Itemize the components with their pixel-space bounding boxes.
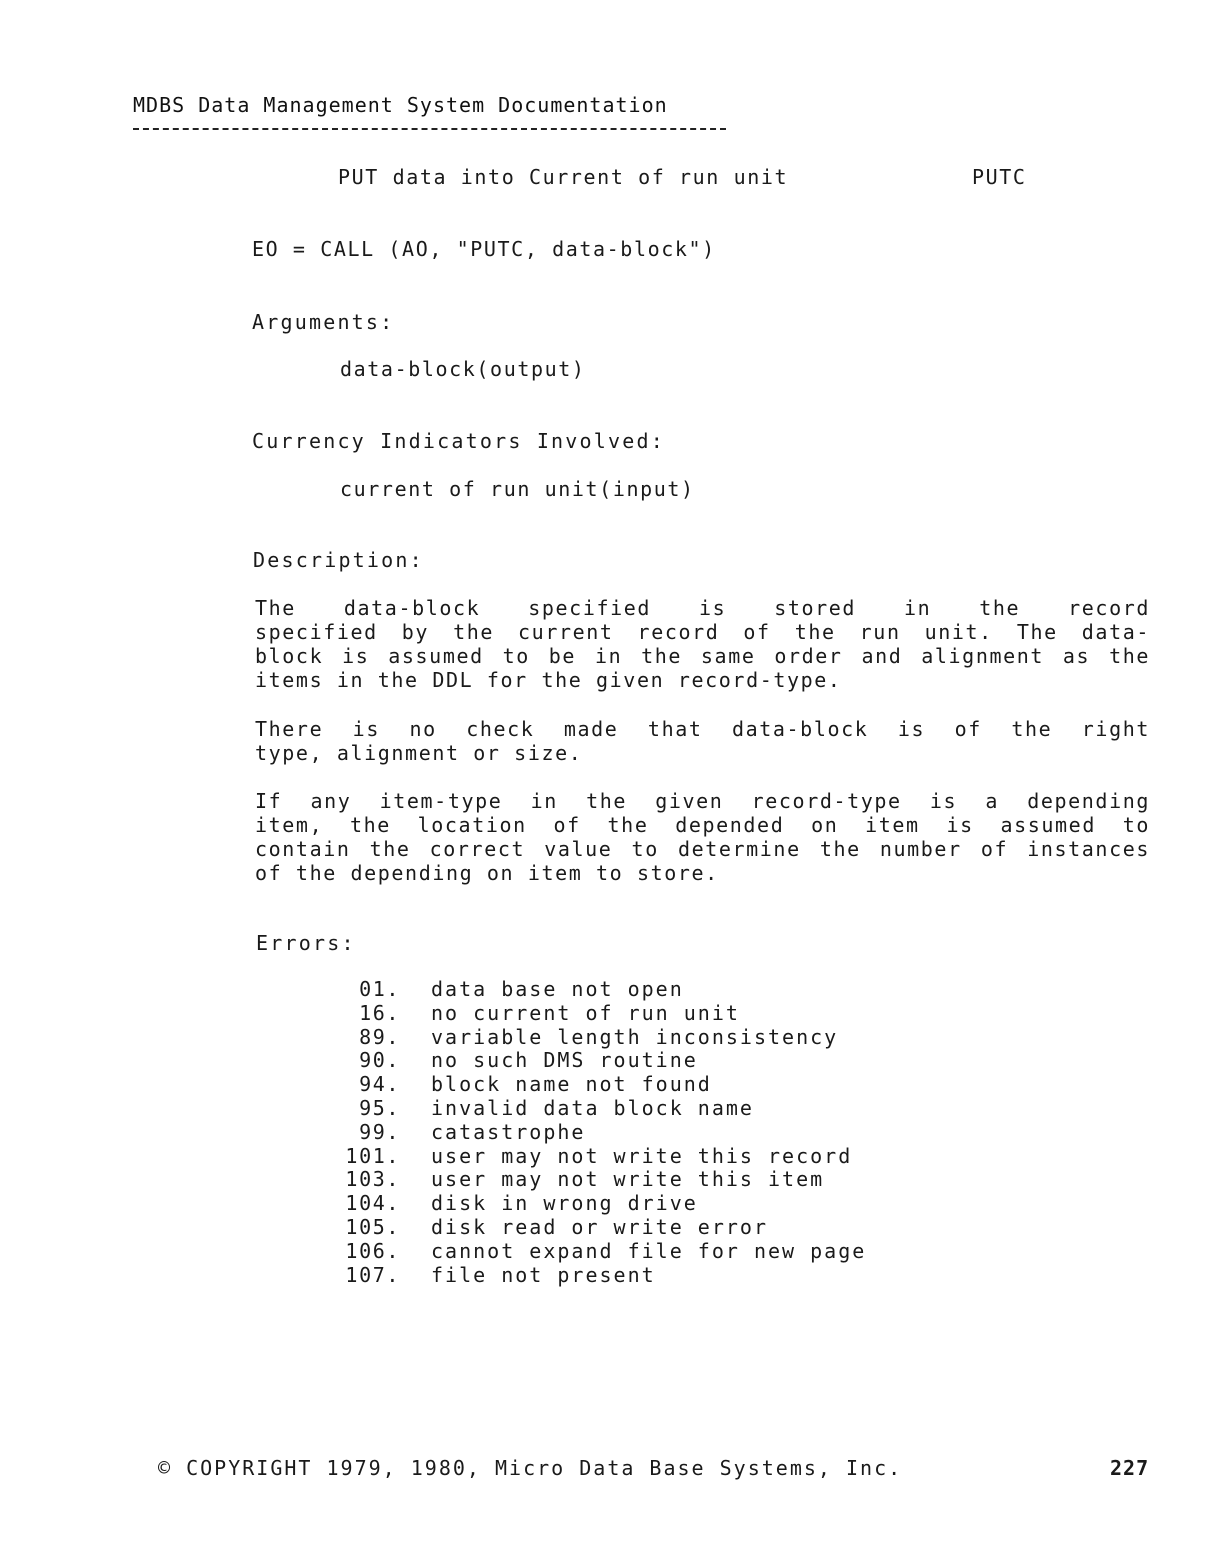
error-text: disk read or write error bbox=[431, 1214, 768, 1239]
error-text: disk in wrong drive bbox=[431, 1191, 698, 1216]
text-line: of the depending on item to store. bbox=[255, 861, 719, 885]
error-code: 101. bbox=[345, 1143, 400, 1168]
error-code: 90. bbox=[359, 1048, 400, 1073]
error-code: 01. bbox=[359, 977, 400, 1001]
error-text: variable length inconsistency bbox=[431, 1024, 839, 1049]
list-item bbox=[335, 1216, 866, 1240]
currency-heading: Currency Indicators Involved: bbox=[252, 429, 665, 453]
list-item bbox=[335, 1049, 866, 1073]
procedure-title: PUT data into Current of run unit bbox=[338, 165, 789, 189]
list-item bbox=[335, 1145, 866, 1169]
description-heading: Description: bbox=[253, 548, 424, 572]
error-code: 89. bbox=[359, 1024, 400, 1049]
text-line: The data-block specified is stored in the record bbox=[255, 596, 1150, 620]
error-text: invalid data block name bbox=[431, 1095, 754, 1120]
error-text: catastrophe bbox=[431, 1119, 586, 1144]
error-text: cannot expand file for new page bbox=[431, 1238, 867, 1263]
error-text: user may not write this item bbox=[431, 1167, 825, 1192]
description-paragraph-2 bbox=[255, 717, 1150, 765]
header-dashed-rule bbox=[133, 128, 726, 130]
error-code: 16. bbox=[359, 1000, 400, 1025]
list-item bbox=[335, 1002, 866, 1026]
text-line: items in the DDL for the given record-type. bbox=[255, 668, 842, 692]
text-line: type, alignment or size. bbox=[255, 741, 583, 765]
list-item bbox=[335, 1121, 866, 1145]
error-code: 95. bbox=[359, 1095, 400, 1120]
document-title: MDBS Data Management System Documentation bbox=[133, 93, 668, 117]
error-text: data base not open bbox=[431, 977, 684, 1001]
text-line: contain the correct value to determine the number of instances bbox=[255, 837, 1150, 861]
error-code: 94. bbox=[359, 1072, 400, 1097]
list-item bbox=[335, 1192, 866, 1216]
error-code: 103. bbox=[345, 1167, 400, 1192]
text-line: block is assumed to be in the same order and alignment as the bbox=[255, 644, 1150, 668]
error-text: no current of run unit bbox=[431, 1000, 740, 1025]
error-code: 106. bbox=[345, 1238, 400, 1263]
text-line: item, the location of the depended on item is assumed to bbox=[255, 813, 1150, 837]
description-paragraph-1 bbox=[255, 596, 1150, 692]
page-number: 227 bbox=[1110, 1456, 1150, 1480]
list-item bbox=[335, 1026, 866, 1050]
text-line: If any item-type in the given record-type is a depending bbox=[255, 789, 1150, 813]
text-line: There is no check made that data-block is of the right bbox=[255, 717, 1150, 741]
errors-heading: Errors: bbox=[256, 931, 356, 955]
arguments-heading: Arguments: bbox=[252, 310, 395, 334]
list-item bbox=[335, 1264, 866, 1288]
list-item bbox=[335, 1168, 866, 1192]
text-line: specified by the current record of the run unit. The data- bbox=[255, 620, 1150, 644]
error-code: 99. bbox=[359, 1119, 400, 1144]
arguments-item: data-block(output) bbox=[340, 357, 586, 381]
copyright-notice: © COPYRIGHT 1979, 1980, Micro Data Base Systems, Inc. bbox=[158, 1456, 903, 1480]
procedure-code: PUTC bbox=[972, 165, 1027, 189]
list-item bbox=[335, 1097, 866, 1121]
error-code: 107. bbox=[345, 1262, 400, 1287]
error-code: 105. bbox=[345, 1214, 400, 1239]
error-code: 104. bbox=[345, 1191, 400, 1216]
errors-list bbox=[335, 978, 866, 1287]
error-text: file not present bbox=[431, 1262, 656, 1287]
list-item bbox=[335, 1073, 866, 1097]
error-text: no such DMS routine bbox=[431, 1048, 698, 1073]
error-text: block name not found bbox=[431, 1072, 712, 1097]
call-syntax: EO = CALL (AO, "PUTC, data-block") bbox=[252, 237, 716, 261]
currency-item: current of run unit(input) bbox=[340, 477, 695, 501]
description-paragraph-3 bbox=[255, 789, 1150, 885]
error-text: user may not write this record bbox=[431, 1143, 853, 1168]
list-item bbox=[335, 1240, 866, 1264]
list-item bbox=[335, 978, 866, 1002]
